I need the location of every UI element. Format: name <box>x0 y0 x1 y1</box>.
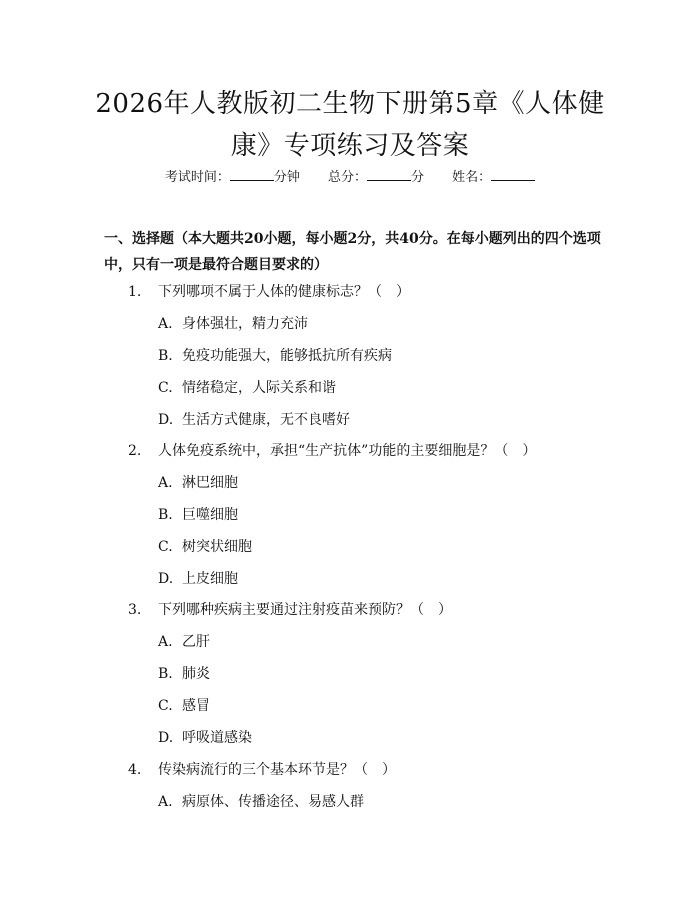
page-title-line-1: 2026年人教版初二生物下册第5章《人体健 <box>95 89 605 119</box>
option-letter: C. <box>158 698 173 714</box>
question-1 <box>128 282 410 302</box>
question-number: 4. <box>128 762 142 778</box>
option-text: 呼吸道感染 <box>182 730 252 746</box>
section-heading: 一、选择题（本大题共20小题，每小题2分，共40分。在每小题列出的四个选项中，只有一项是最符合题目要求的） <box>104 231 601 273</box>
option-text: 树突状细胞 <box>182 539 252 555</box>
option-letter: D. <box>158 412 174 428</box>
option-letter: A. <box>158 794 173 810</box>
option-1a <box>158 314 308 334</box>
option-2d <box>158 569 238 589</box>
student-name <box>452 168 535 188</box>
option-letter: A. <box>158 475 173 491</box>
option-3b <box>158 664 210 684</box>
question-number: 3. <box>128 602 142 618</box>
option-2c <box>158 537 252 557</box>
option-text: 乙肝 <box>182 634 210 650</box>
option-text: 淋巴细胞 <box>182 475 238 491</box>
exam-time-blank <box>230 168 274 181</box>
option-text: 上皮细胞 <box>182 571 238 587</box>
option-letter: B. <box>158 348 173 364</box>
question-4 <box>128 760 396 780</box>
option-letter: B. <box>158 507 173 523</box>
option-text: 病原体、传播途径、易感人群 <box>182 794 364 810</box>
option-1b <box>158 346 392 366</box>
exam-meta <box>0 168 700 188</box>
option-1d <box>158 410 350 430</box>
option-letter: D. <box>158 571 174 587</box>
option-letter: B. <box>158 666 173 682</box>
question-number: 2. <box>128 443 142 459</box>
option-text: 巨噬细胞 <box>182 507 238 523</box>
question-text: 下列哪种疾病主要通过注射疫苗来预防？（ ） <box>158 602 452 618</box>
option-text: 情绪稳定，人际关系和谐 <box>182 380 336 396</box>
option-letter: C. <box>158 380 173 396</box>
option-letter: D. <box>158 730 174 746</box>
question-2 <box>128 441 536 461</box>
option-1c <box>158 378 336 398</box>
student-name-label: 姓名： <box>452 170 492 185</box>
option-text: 感冒 <box>182 698 210 714</box>
question-3 <box>128 600 452 620</box>
exam-time <box>165 168 300 188</box>
option-text: 生活方式健康，无不良嗜好 <box>182 412 350 428</box>
option-text: 身体强壮，精力充沛 <box>182 316 308 332</box>
option-letter: C. <box>158 539 173 555</box>
student-name-blank <box>491 168 535 181</box>
option-3a <box>158 632 210 652</box>
option-letter: A. <box>158 634 173 650</box>
exam-time-label: 考试时间： <box>164 170 230 185</box>
exam-time-unit: 分钟 <box>273 170 300 185</box>
option-3c <box>158 696 210 716</box>
option-4a <box>158 792 364 812</box>
option-text: 免疫功能强大，能够抵抗所有疾病 <box>182 348 392 364</box>
option-letter: A. <box>158 316 173 332</box>
question-text: 下列哪项不属于人体的健康标志？（ ） <box>158 284 410 300</box>
question-text: 传染病流行的三个基本环节是？（ ） <box>158 762 396 778</box>
question-text: 人体免疫系统中，承担“生产抗体”功能的主要细胞是？（ ） <box>158 443 537 459</box>
total-score <box>328 168 424 188</box>
question-number: 1. <box>128 284 142 300</box>
total-score-label: 总分： <box>327 170 367 185</box>
option-2b <box>158 505 238 525</box>
option-text: 肺炎 <box>182 666 210 682</box>
option-3d <box>158 728 252 748</box>
total-score-unit: 分 <box>411 170 425 185</box>
page-title-line-2: 康》专项练习及答案 <box>230 131 470 161</box>
option-2a <box>158 473 238 493</box>
total-score-blank <box>367 168 411 181</box>
